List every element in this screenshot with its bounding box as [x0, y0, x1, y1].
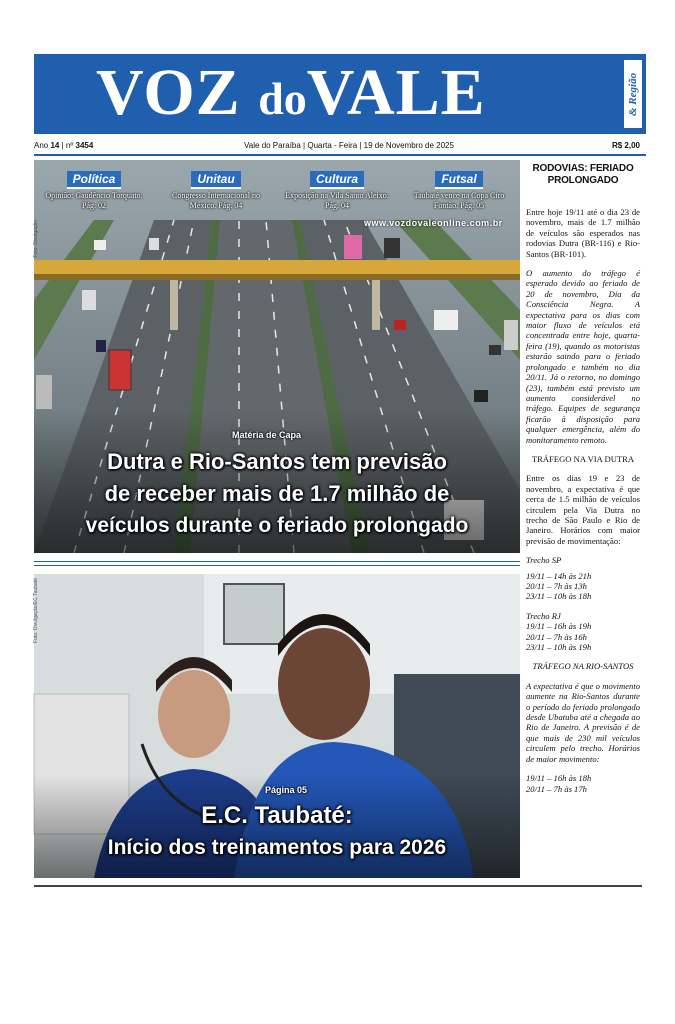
sidebar-title: RODOVIAS: FERIADO PROLONGADO	[532, 163, 634, 186]
tab-text: Taubaté vence na Copa Ciro Fontão. Pág. 05	[413, 191, 505, 210]
divider	[34, 565, 520, 566]
cover-kicker: Matéria de Capa	[232, 430, 302, 440]
masthead	[34, 54, 646, 134]
tab-futsal[interactable]	[404, 170, 514, 211]
tab-head: Política	[67, 171, 122, 189]
second-kicker: Página 05	[265, 785, 308, 795]
sidebar-paragraph: Entre os dias 19 e 23 de novembro, a expectativa é que cerca de 1.5 milhão de veículos circulem pela Via Dutra no trecho de São Paulo e Rio de Janeiro. Horários com maior previsão de movimentação:	[526, 473, 640, 546]
tab-unitau[interactable]	[161, 170, 271, 211]
tab-head: Futsal	[435, 171, 482, 189]
schedule-item: 19/11 – 16h às 18h	[526, 773, 592, 784]
cover-photo-ec-taubate	[34, 574, 520, 878]
schedule-item: 19/11 – 16h às 19h	[526, 621, 592, 632]
second-headline-line-1[interactable]: E.C. Taubaté:	[201, 802, 353, 829]
sidebar-article	[526, 163, 640, 803]
schedule-label: Trecho SP	[526, 555, 562, 566]
schedule-label: Trecho RJ	[526, 610, 561, 621]
cover-headline-line-3[interactable]: veículos durante o feriado prolongado	[85, 514, 469, 537]
schedule-item: 23/11 – 10h às 18h	[526, 591, 592, 602]
section-tabs	[34, 160, 520, 224]
schedule-item: 20/11 – 7h às 16h	[526, 631, 587, 642]
schedule-sp	[526, 555, 640, 602]
cover-headline-line-1[interactable]: Dutra e Rio-Santos tem previsão	[107, 449, 447, 474]
photo-credit: Foto: Divulgação/EC Taubaté	[33, 578, 39, 643]
divider	[34, 561, 520, 562]
second-headline-line-2[interactable]: Início dos treinamentos para 2026	[107, 836, 447, 859]
tab-text: Congresso Internacional no México. Pág. 04	[172, 191, 260, 210]
photo-credit: Foto: Divulgação	[33, 220, 39, 258]
issue-number: Ano 14 | nº 3454	[34, 141, 94, 150]
sidebar-subtitle: TRÁFEGO NA VIA DUTRA	[531, 453, 635, 464]
divider	[34, 885, 642, 887]
tab-politica[interactable]	[39, 170, 149, 211]
schedule-rj	[526, 611, 640, 653]
tab-cultura[interactable]	[282, 170, 392, 211]
tab-text: Exposição na Vila Santo Aleixo. Pág. 04	[285, 191, 389, 210]
cover-photo-highway	[34, 160, 520, 553]
cover-headline-line-2[interactable]: de receber mais de 1.7 milhão de	[104, 481, 450, 506]
schedule-item: 20/11 – 7h às 17h	[526, 783, 587, 794]
sidebar-subtitle: TRÁFEGO NA RIO-SANTOS	[532, 661, 634, 672]
regiao-tagline: & Região	[624, 60, 642, 128]
site-url[interactable]: www.vozdovaleonline.com.br	[364, 218, 503, 228]
issue-price: R$ 2,00	[611, 141, 640, 150]
tab-head: Unitau	[191, 171, 240, 189]
sidebar-paragraph: A expectativa é que o movimento aumente na Rio-Santos durante o período do feriado prolongado desde Ubatuba até a chegada ao Rio de Janeiro. A previsão é de que mais de 230 mil veículos circulem pelo trecho. Horários de maior movimento:	[526, 680, 640, 764]
issue-info-bar	[34, 139, 646, 153]
sidebar-paragraph: Entre hoje 19/11 até o dia 23 de novembro, mais de 1.7 milhão de veículos são esperados nas rodovias Dutra (BR-116) e Rio-Santos (BR-101).	[526, 207, 640, 259]
schedule-item: 23/11 – 10h às 19h	[526, 642, 592, 653]
divider	[34, 154, 646, 156]
schedule-rio-santos	[526, 773, 640, 794]
newspaper-title: VOZ doVALE	[96, 56, 486, 129]
schedule-item: 20/11 – 7h às 13h	[526, 581, 587, 591]
sidebar-paragraph: O aumento do tráfego é esperado devido ao feriado de 20 de novembro, Dia da Consciência Negra. A expectativa para os dias com maior fluxo de veículos etá concentrada entre hoje, quarta-feira (19), quando os motoristas estarão saindo para o feriado prolongado e também no dia 20/11. Já o retorno, no domingo (23), também está previsto um aumento considerável no tráfego. Equipes de segurança ficarão à disposição para qualquer emergência, além do monitoramento remoto.	[526, 268, 640, 445]
issue-date: Vale do Paraíba | Quarta - Feira | 19 de Novembro de 2025	[244, 141, 454, 150]
schedule-item: 19/11 – 14h às 21h	[526, 570, 592, 581]
tab-text: Opinião: Gaudêncio Torquato. Pág. 02	[45, 191, 143, 210]
tab-head: Cultura	[310, 171, 364, 189]
